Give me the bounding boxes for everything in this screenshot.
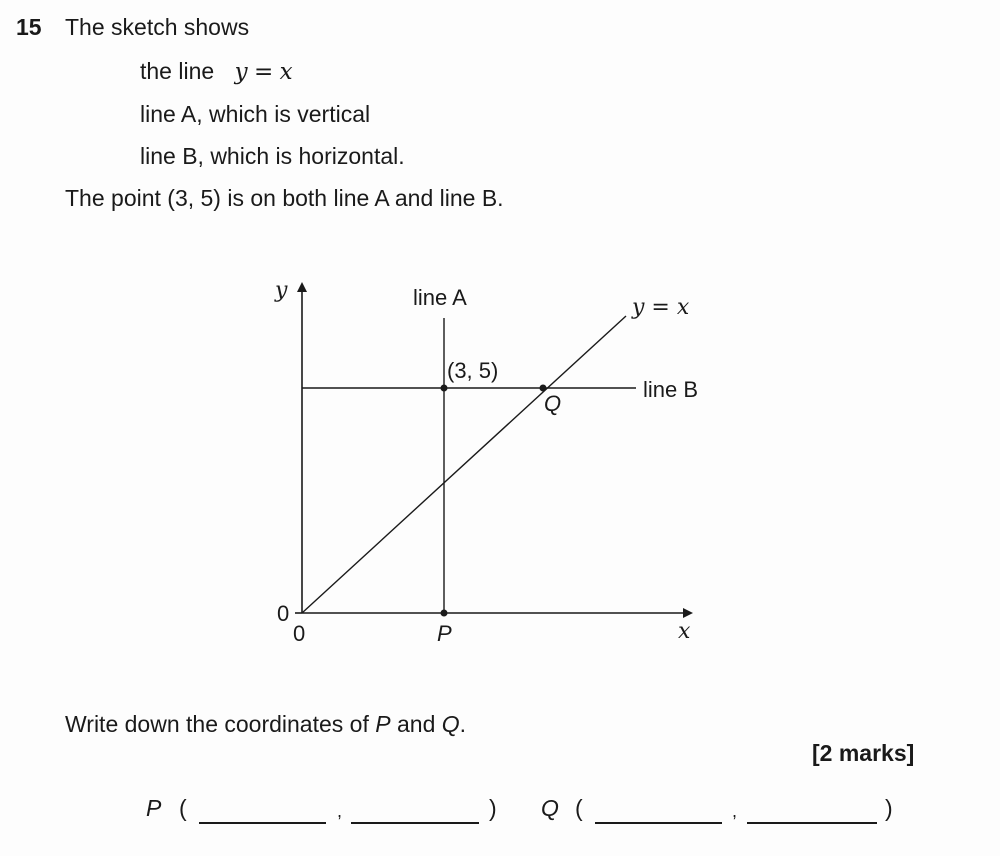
point-p (441, 610, 448, 617)
answer-p-close-paren: ) (489, 795, 497, 821)
item-line-a: line A, which is vertical (140, 101, 371, 127)
answer-q-x-field[interactable] (595, 822, 722, 824)
item-line-yx-x: x (279, 59, 293, 85)
line-a-label: line A (413, 285, 467, 310)
task-prompt-post: . (459, 711, 467, 737)
axis-x-label: x (678, 619, 691, 644)
item-line-yx-eq: = (253, 59, 274, 85)
answer-q-comma: , (732, 801, 738, 821)
answer-q-y-field[interactable] (747, 822, 877, 824)
answer-p-comma: , (337, 801, 343, 821)
answer-p-x-field[interactable] (199, 822, 326, 824)
marks-label: [2 marks] (812, 740, 915, 766)
point-p-label: P (437, 621, 452, 646)
question-intro: The sketch shows (65, 14, 250, 40)
task-prompt (65, 713, 466, 736)
answer-q-close-paren: ) (885, 795, 893, 821)
item-line-yx-y: y (234, 59, 248, 85)
origin-x-label: 0 (293, 621, 306, 646)
line-yx-label: y = x (632, 295, 690, 320)
answer-q-open-paren: ( (575, 795, 583, 821)
origin-y-label: 0 (277, 601, 290, 626)
item-line-yx-prefix: the line (140, 58, 215, 84)
question-statement: The point (3, 5) is on both line A and line B. (65, 185, 504, 211)
answer-p-label: P (146, 795, 162, 821)
answer-q-label: Q (541, 795, 559, 821)
answer-p-open-paren: ( (179, 795, 187, 821)
axis-y-label: y (275, 278, 288, 303)
answer-p-y-field[interactable] (351, 822, 479, 824)
task-prompt-pre: Write down the coordinates of (65, 711, 376, 737)
point-3-5 (441, 385, 448, 392)
task-prompt-q: Q (441, 711, 460, 737)
task-prompt-mid: and (390, 711, 442, 737)
point-3-5-label: (3, 5) (447, 358, 499, 383)
question-number: 15 (16, 14, 42, 40)
task-prompt-p: P (375, 711, 391, 737)
item-line-b: line B, which is horizontal. (140, 143, 405, 169)
line-b-label: line B (643, 377, 699, 402)
point-q-label: Q (544, 391, 562, 416)
